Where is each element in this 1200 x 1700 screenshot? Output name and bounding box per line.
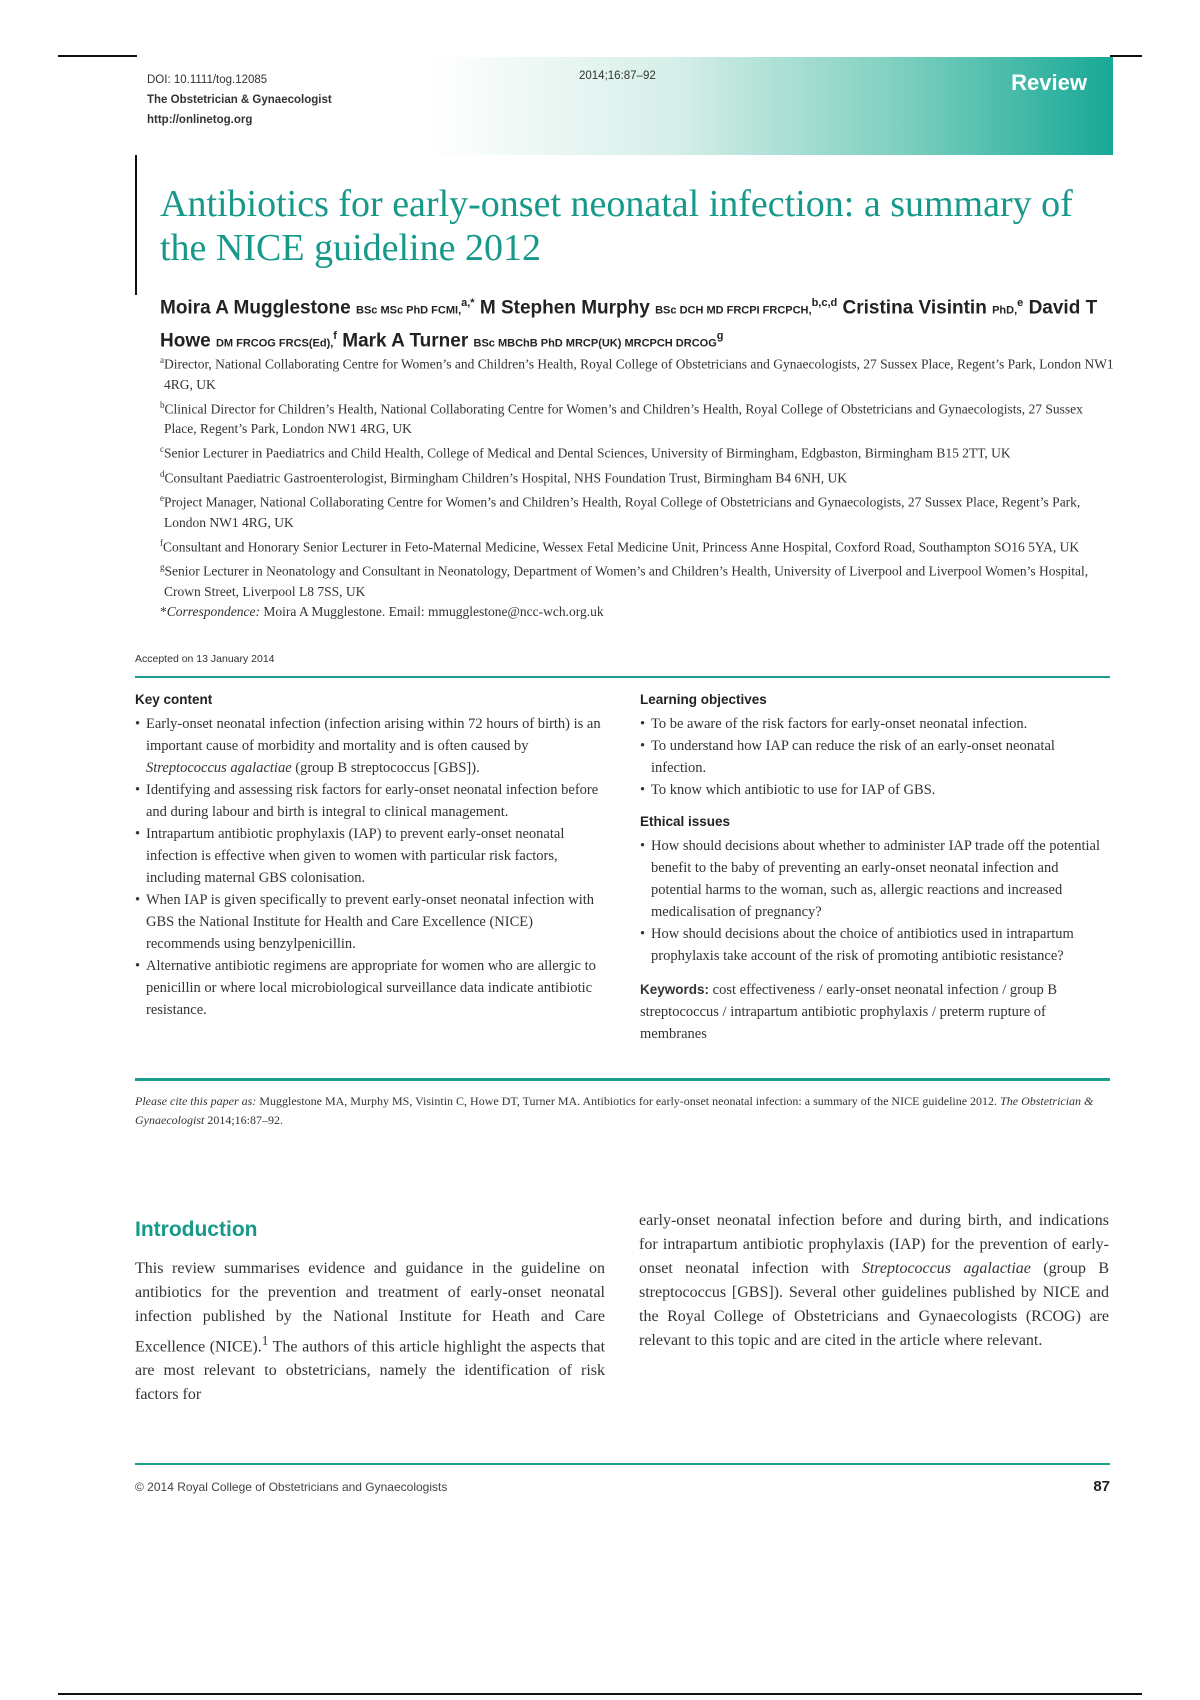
author-affil-sup: f	[333, 330, 337, 343]
key-content-item: • Intrapartum antibiotic prophylaxis (IAP) to prevent early-onset neonatal infection is effective when given to women with particular risk factors, including maternal GBS colonisation.	[135, 823, 607, 889]
affiliation-item: $^a$Director, National Collaborating Centre for Women’s and Children’s Health, Royal College of Obstetricians and Gynaecologists, 27 Sussex Place, Regent’s Park, London NW1 4RG, UK	[160, 355, 1114, 392]
correspondence: *Correspondence: Moira A Mugglestone. Email: mmugglestone@ncc-wch.org.uk	[160, 603, 604, 619]
affiliation-item: $^e$Project Manager, National Collaborating Centre for Women’s and Children’s Health, Royal College of Obstetricians and Gynaecologists, 27 Sussex Place, Regent’s Park, London NW1 4RG, UK	[160, 493, 1081, 530]
crop-mark-bottom	[58, 1693, 1142, 1695]
author-degrees: PhD,	[992, 304, 1018, 317]
author-name: Cristina Visintin	[842, 297, 987, 319]
box-bottom-rule	[135, 1078, 1110, 1081]
key-content-heading: Key content	[135, 692, 213, 707]
author-degrees: BSc MSc PhD FCMI,	[356, 304, 462, 317]
key-content-column	[135, 689, 607, 1021]
affiliation-item: $^d$Consultant Paediatric Gastroenterologist, Birmingham Children’s Hospital, NHS Foundation Trust, Birmingham B4 6NH, UK	[160, 468, 847, 485]
learning-objective-item: • To understand how IAP can reduce the risk of an early-onset neonatal infection.	[640, 735, 1112, 779]
introduction-paragraph-left: This review summarises evidence and guidance in the guideline on antibiotics for the prevention and treatment of early-onset neonatal infection published by the National Institute for Heath and Care Excellence (NICE).$^1$ The authors of this article highlight the aspects that are most relevant to obstetricians, namely the identification of risk factors for	[135, 1260, 606, 1404]
ethical-issue-item: • How should decisions about the choice of antibiotics used in intrapartum prophylaxis take account of the risk of promoting antibiotic resistance?	[640, 923, 1112, 967]
ethical-issue-item: • How should decisions about whether to administer IAP trade off the potential benefit to the baby of preventing an early-onset neonatal infection and potential harms to the woman, such as, allergic reactions and increased medicalisation of pregnancy?	[640, 835, 1112, 923]
introduction-heading: Introduction	[135, 1218, 258, 1241]
keywords: Keywords: cost effectiveness / early-onset neonatal infection / group B streptococcus / intrapartum antibiotic prophylaxis / preterm rupture of membranes	[640, 982, 1058, 1042]
learning-objective-item: • To be aware of the risk factors for early-onset neonatal infection.	[640, 713, 1112, 735]
affiliation-item: $^c$Senior Lecturer in Paediatrics and Child Health, College of Medical and Dental Sciences, University of Birmingham, Edgbaston, Birmingham B15 2TT, UK	[160, 444, 1011, 461]
ethical-issues-heading: Ethical issues	[640, 814, 731, 829]
copyright-notice: © 2014 Royal College of Obstetricians and Gynaecologists	[135, 1480, 448, 1494]
accepted-date: Accepted on 13 January 2014	[135, 653, 275, 665]
affiliation-item: $^g$Senior Lecturer in Neonatology and Consultant in Neonatology, Department of Women’s and Children’s Health, University of Liverpool and Liverpool Women’s Hospital, Crown Street, Liverpool L8 7SS, UK	[160, 562, 1089, 599]
citation-note: Please cite this paper as: Mugglestone MA, Murphy MS, Visintin C, Howe DT, Turner MA. Antibiotics for early-onset neonatal infection: a summary of the NICE guideline 2012. The Obstetrician & Gynaecologist 2014;16:87–92.	[135, 1094, 1094, 1127]
author-affil-sup: g	[716, 330, 724, 343]
introduction-paragraph-right: early-onset neonatal infection before and during birth, and indications for intrapartum antibiotic prophylaxis (IAP) for the prevention of early-onset neonatal infection with Streptococcus agalactiae (group B streptococcus [GBS]). Several other guidelines published by NICE and the Royal College of Obstetricians and Gynaecologists (RCOG) are relevant to this topic and are cited in the article where relevant.	[639, 1212, 1110, 1349]
key-content-item: • Alternative antibiotic regimens are appropriate for women who are allergic to penicillin or where local microbiological surveillance data indicate antibiotic resistance.	[135, 955, 607, 1021]
author-name: Mark A Turner	[342, 330, 469, 352]
author-degrees: BSc MBChB PhD MRCP(UK) MRCPCH DRCOG	[473, 337, 717, 350]
author-degrees: DM FRCOG FRCS(Ed),	[215, 337, 334, 350]
author-list	[160, 290, 1120, 357]
key-content-item: • When IAP is given specifically to prevent early-onset neonatal infection with GBS the National Institute for Health and Care Excellence (NICE) recommends using benzylpenicillin.	[135, 889, 607, 955]
author-affil-sup: e	[1017, 297, 1024, 309]
volume-info: 2014;16:87–92	[579, 70, 656, 82]
article-title: Antibiotics for early-onset neonatal infection: a summary of the NICE guideline 2012	[160, 183, 1073, 269]
affiliations	[160, 350, 1118, 622]
key-content-item: • Early-onset neonatal infection (infection arising within 72 hours of birth) is an important cause of morbidity and mortality and is often caused by Streptococcus agalactiae (group B streptococcus [GBS]).	[135, 713, 607, 779]
affiliation-item: $^f$Consultant and Honorary Senior Lecturer in Feto-Maternal Medicine, Wessex Fetal Medicine Unit, Princess Anne Hospital, Coxford Road, Southampton SO16 5YA, UK	[160, 537, 1080, 554]
journal-name: The Obstetrician & Gynaecologist	[147, 94, 332, 106]
journal-meta	[147, 70, 332, 130]
author-degrees: BSc DCH MD FRCPI FRCPCH,	[655, 304, 812, 317]
box-top-rule	[135, 676, 1110, 678]
page-number: 87	[1093, 1478, 1110, 1495]
crop-mark-top-right	[1110, 55, 1142, 57]
footer-rule	[135, 1463, 1110, 1465]
crop-mark-top-left	[58, 55, 136, 57]
author-affil-sup: a,*	[461, 297, 475, 309]
affiliation-item: $^b$Clinical Director for Children’s Health, National Collaborating Centre for Women’s and Children’s Health, Royal College of Obstetricians and Gynaecologists, 27 Sussex Place, Regent’s Park, London NW1 4RG, UK	[160, 399, 1083, 436]
author-name: M Stephen Murphy	[479, 297, 650, 319]
journal-url[interactable]: http://onlinetog.org	[147, 114, 253, 126]
author-affil-sup: b,c,d	[811, 297, 838, 309]
key-content-item: • Identifying and assessing risk factors for early-onset neonatal infection before and during labour and birth is integral to clinical management.	[135, 779, 607, 823]
author-name: Moira A Mugglestone	[160, 297, 351, 319]
section-label: Review	[1011, 70, 1087, 95]
doi-text: DOI: 10.1111/tog.12085	[147, 74, 268, 86]
objectives-column	[640, 689, 1112, 1045]
learning-objective-item: • To know which antibiotic to use for IAP of GBS.	[640, 779, 1112, 801]
author-name: David T Howe	[160, 297, 1098, 352]
learning-objectives-heading: Learning objectives	[640, 692, 767, 707]
